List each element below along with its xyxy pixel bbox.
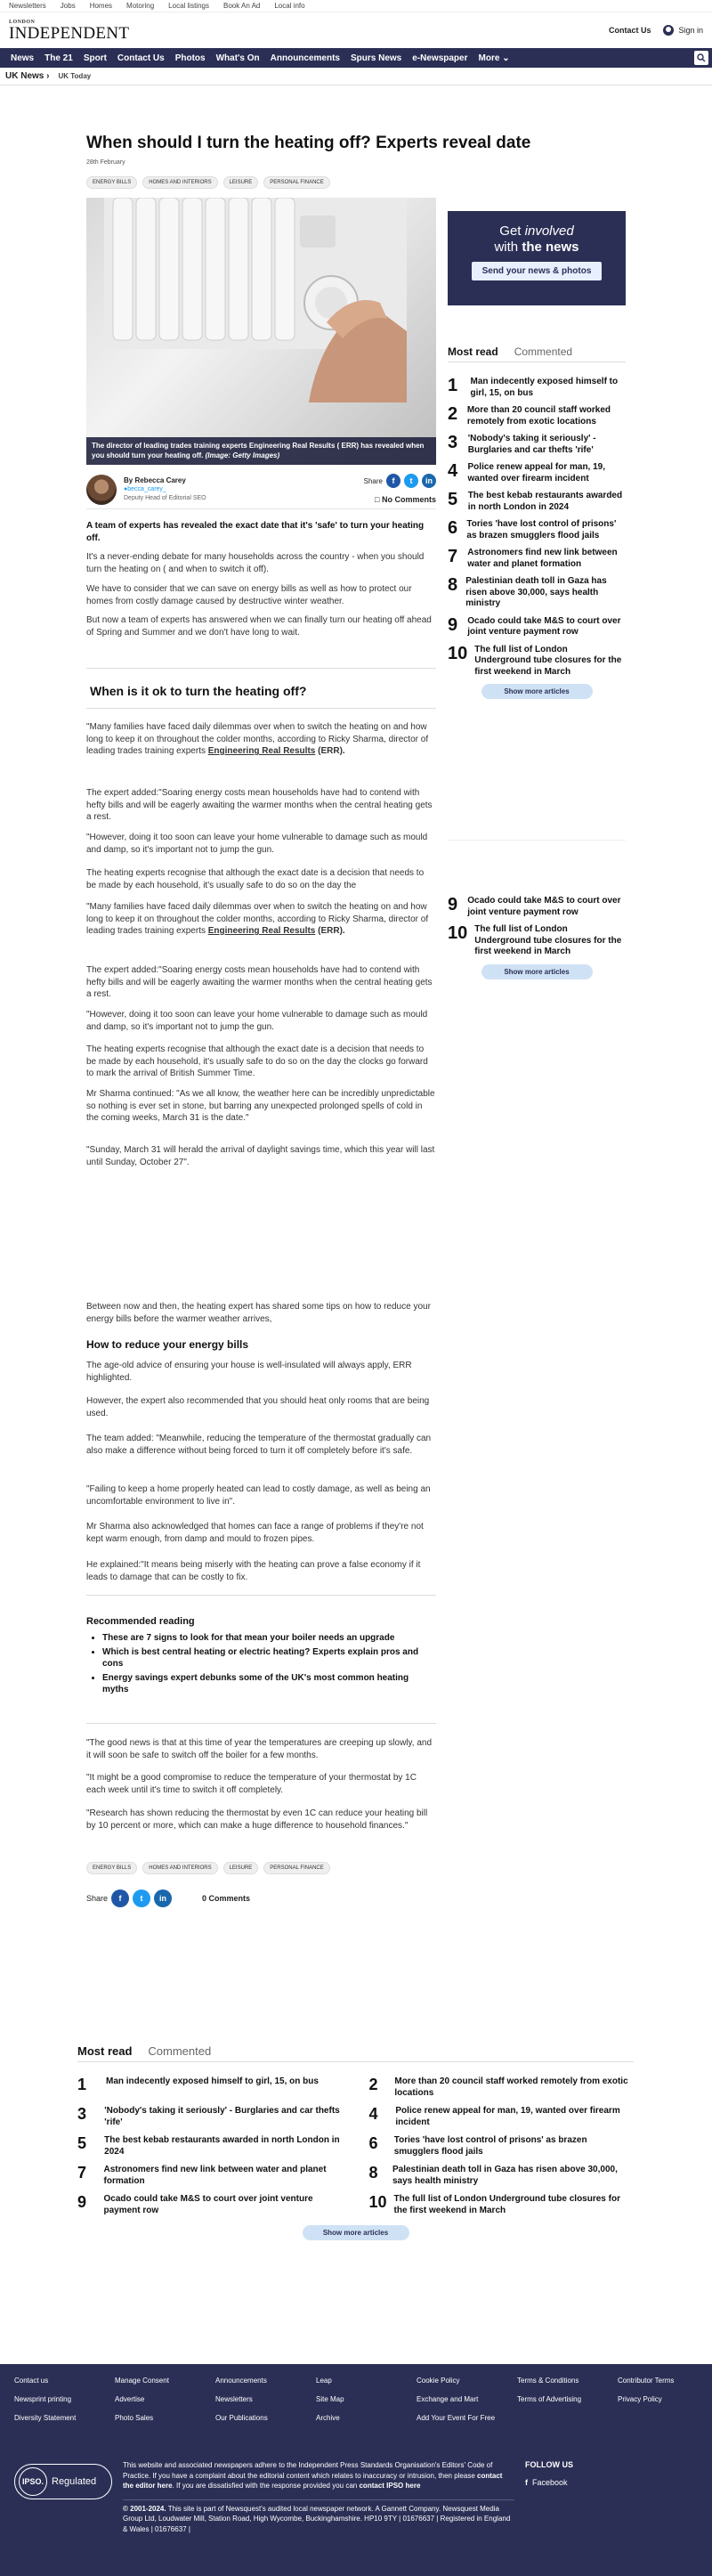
- copyright-text: [123, 2504, 514, 2535]
- quote-end: (ERR).: [315, 746, 345, 756]
- logo-line1: LONDON: [9, 19, 36, 25]
- util-link[interactable]: Newsletters: [9, 2, 46, 10]
- bottom-most-read: [77, 2044, 634, 2240]
- list-item[interactable]: [448, 924, 626, 958]
- footer-link[interactable]: Photo Sales: [115, 2414, 154, 2422]
- headline: Palestinian death toll in Gaza has risen above 30,000, says health ministry: [392, 2165, 618, 2186]
- list-item[interactable]: [77, 2076, 343, 2099]
- rank: 8: [448, 575, 458, 595]
- sidebox-the-news: the news: [522, 240, 579, 255]
- sign-in-link[interactable]: [663, 25, 703, 36]
- headline: Man indecently exposed himself to girl, 15, on bus: [106, 2076, 319, 2086]
- rank: 7: [77, 2164, 87, 2182]
- article-paragraph: It's a never-ending debate for many households across the country - when you should turn the heating on ( and when to switch it off).: [86, 552, 425, 574]
- article-paragraph: But now a team of experts has answered when we can finally turn our heating off ahead of Spring and Summer and we don't have long to wait.: [86, 615, 432, 638]
- err-link[interactable]: Engineering Real Results: [207, 746, 316, 756]
- util-link[interactable]: Book An Ad: [222, 2, 261, 10]
- tag[interactable]: LEISURE: [223, 1862, 259, 1874]
- footer-link[interactable]: Manage Consent: [115, 2377, 169, 2385]
- headline: Ocado could take M&S to court over joint venture payment row: [467, 896, 621, 917]
- headline: Tories 'have lost control of prisons' as brazen smugglers flood jails: [393, 2135, 587, 2157]
- copyright-body: This site is part of Newsquest's audited local newspaper network. A Gannett Company. Newsquest Media Group Ltd, Loudwater Mill, Station Road, High Wycombe, Buckinghamshire. HP10 9TY | 01676637 | Registered in England & Wales | 01676637 |: [123, 2504, 511, 2533]
- article-paragraph: Between now and then, the heating expert has shared some tips on how to reduce your energy bills before the warmer weather arrives,: [86, 1302, 431, 1324]
- list-item[interactable]: [77, 2165, 343, 2187]
- twitter-share-icon[interactable]: t: [404, 474, 418, 488]
- article-paragraph: The heating experts recognise that although the exact date is a decision that needs to be made by each household, it's usually safe to do so on the day the: [86, 868, 425, 890]
- list-item[interactable]: [369, 2194, 635, 2216]
- ipso-text-part: This website and associated newspapers adhere to the Independent Press Standards Organisation's Editors' Code of Practice. If you have a complaint about the editorial content which relates to inaccuracy or intrusion, then please: [123, 2461, 493, 2480]
- article-paragraph: "Failing to keep a home properly heated can lead to costly damage, as well as being an uncomfortable environment to live in".: [86, 1484, 431, 1507]
- facebook-icon[interactable]: f: [111, 1889, 129, 1907]
- list-item[interactable]: [448, 491, 626, 513]
- recommended-reading: [86, 1616, 436, 1696]
- article-paragraph: The expert added:"Soaring energy costs mean households have had to contend with hefty bills and will be eagerly awaiting the warmer months when the central heating gets a rest.: [86, 788, 433, 822]
- list-item[interactable]: [448, 576, 626, 610]
- copyright-year: © 2001-2024.: [123, 2504, 166, 2513]
- chevron-down-icon: ⌄: [502, 53, 510, 63]
- tag[interactable]: HOMES AND INTERIORS: [142, 176, 217, 189]
- rank: 2: [368, 2076, 378, 2093]
- tab-most-read[interactable]: Most read: [77, 2044, 133, 2058]
- tag[interactable]: PERSONAL FINANCE: [263, 176, 329, 189]
- footer-link[interactable]: Archive: [316, 2414, 340, 2422]
- article-paragraph: The team added: "Meanwhile, reducing the temperature of the thermostat gradually can also make a difference without being forced to turn it off completely before it's safe.: [86, 1434, 432, 1456]
- hero-caption: [86, 437, 436, 465]
- quote-end: (ERR).: [315, 926, 345, 936]
- section-heading: How to reduce your energy bills: [86, 1338, 249, 1351]
- footer-link[interactable]: Advertise: [115, 2395, 145, 2403]
- list-item[interactable]: [369, 2165, 635, 2187]
- article-paragraph: [86, 721, 436, 758]
- headline: 'Nobody's taking it seriously' - Burglaries and car thefts 'rife': [104, 2106, 340, 2127]
- twitter-icon: ●: [124, 486, 128, 493]
- rank: 10: [448, 923, 468, 943]
- main-nav: [0, 48, 712, 68]
- user-icon: [663, 25, 674, 36]
- nav-item[interactable]: Sport: [83, 53, 107, 63]
- rank: 1: [448, 376, 458, 395]
- tag[interactable]: HOMES AND INTERIORS: [142, 1862, 217, 1874]
- headline: More than 20 council staff worked remotely from exotic locations: [466, 405, 611, 427]
- author-twitter-handle: becca_carey_: [127, 486, 166, 493]
- twitter-share-icon[interactable]: t: [133, 1889, 150, 1907]
- err-link[interactable]: Engineering Real Results: [207, 926, 316, 936]
- recommended-title: Recommended reading: [86, 1616, 195, 1627]
- sign-in-label: Sign in: [678, 26, 703, 35]
- sidebox-with: with: [494, 240, 519, 255]
- nav-more[interactable]: [473, 53, 515, 63]
- nav-more-label: More: [478, 53, 500, 63]
- article-paragraph: He explained:"It means being miserly with the heating can prove a false economy if it leads to damage that can be costly to fix.: [86, 1560, 421, 1582]
- brand-actions: [609, 25, 703, 36]
- rank: 6: [448, 518, 458, 538]
- article-paragraph: "It might be a good compromise to reduce the temperature of your thermostat by 1C each week until it's time to switch it off completely.: [86, 1773, 417, 1795]
- article-paragraph: The heating experts recognise that although the exact date is a decision that needs to be made by each household, it's usually safe to do so on the day the clocks go forward to mark the arrival of British Summer Time.: [86, 1044, 428, 1078]
- article-paragraph: Mr Sharma also acknowledged that homes can face a range of problems if they're not kept warm enough, from damp and mould to frozen pipes.: [86, 1522, 424, 1544]
- tag[interactable]: PERSONAL FINANCE: [263, 1862, 329, 1874]
- recommended-link[interactable]: • Which is best central heating or electric heating? Experts explain pros and cons: [102, 1646, 436, 1670]
- contact-editor-link[interactable]: contact the editor here: [123, 2471, 503, 2491]
- rank: 5: [77, 2134, 87, 2152]
- article-paragraph: We have to consider that we can save on energy bills as well as how to protect our homes from costly damage caused by destructive winter weather.: [86, 584, 412, 606]
- caption-text: The director of leading trades training experts Engineering Real Results ( ERR) has revealed when you should turn your heating off.: [92, 442, 425, 459]
- show-more-button[interactable]: Show more articles: [481, 684, 593, 699]
- recommended-link[interactable]: • Energy savings expert debunks some of the UK's most common heating myths: [102, 1672, 436, 1696]
- footer-link[interactable]: Diversity Statement: [14, 2414, 77, 2422]
- facebook-label: Facebook: [532, 2478, 568, 2487]
- bottom-most-read-tabs: [77, 2044, 634, 2062]
- logo-line2: INDEPENDENT: [9, 23, 130, 43]
- list-item[interactable]: [77, 2106, 343, 2128]
- ipso-text: [123, 2460, 514, 2491]
- most-read-list-duplicate: [448, 896, 626, 979]
- headline: Tories 'have lost control of prisons' as brazen smugglers flood jails: [466, 519, 617, 540]
- bottom-most-read-grid: [77, 2076, 634, 2216]
- contact-us-link[interactable]: Contact Us: [608, 26, 651, 35]
- bottom-comments[interactable]: 0 Comments: [202, 1894, 251, 1903]
- util-link[interactable]: Jobs: [60, 2, 76, 10]
- utility-bar: [0, 0, 712, 12]
- nav-item[interactable]: What's On: [215, 53, 260, 63]
- article-lede: A team of experts has revealed the exact date that it's 'safe' to turn your heating off.: [86, 521, 425, 543]
- subnav-item[interactable]: UK Today: [58, 72, 92, 80]
- linkedin-icon[interactable]: in: [422, 474, 436, 488]
- tag[interactable]: ENERGY BILLS: [86, 1862, 137, 1874]
- comments-label: No Comments: [381, 495, 436, 504]
- share-bar: [364, 474, 436, 488]
- article-paragraph: "The good news is that at this time of year the temperatures are creeping up slowly, and it will soon be safe to switch off the boiler for a few months.: [86, 1738, 433, 1760]
- footer-link[interactable]: Add Your Event For Free: [417, 2414, 496, 2422]
- facebook-icon: f: [525, 2478, 528, 2487]
- nav-item[interactable]: Announcements: [270, 53, 340, 63]
- radiator-illustration: [104, 198, 407, 402]
- article-paragraph: [86, 901, 436, 938]
- rank: 9: [77, 2193, 87, 2211]
- list-item[interactable]: [448, 519, 626, 541]
- comments-count[interactable]: [375, 495, 436, 504]
- divider: [448, 840, 626, 841]
- rank: 6: [368, 2134, 378, 2152]
- headline: The best kebab restaurants awarded in north London in 2024: [467, 491, 623, 512]
- section-heading: When is it ok to turn the heating off?: [90, 684, 307, 698]
- show-more-button[interactable]: Show more articles: [303, 2225, 409, 2240]
- rank: 10: [448, 643, 468, 663]
- share-label: Share: [86, 1894, 109, 1903]
- most-read-tabs: [448, 345, 626, 362]
- headline: The full list of London Underground tube closures for the first weekend in March: [474, 644, 622, 677]
- list-item[interactable]: [448, 616, 626, 638]
- recommended-link[interactable]: • These are 7 signs to look for that mean your boiler needs an upgrade: [102, 1632, 436, 1645]
- rank: 8: [368, 2164, 378, 2182]
- footer-link[interactable]: Exchange and Mart: [417, 2395, 479, 2403]
- tab-commented[interactable]: Commented: [514, 345, 573, 358]
- ipso-logo: IPSO.: [19, 2467, 47, 2496]
- author-role: Deputy Head of Editorial SEO: [124, 494, 206, 501]
- article-paragraph: "However, doing it too soon can leave your home vulnerable to damage such as mould and damp, so it's important not to jump the gun.: [86, 1010, 428, 1032]
- search-button[interactable]: [694, 51, 708, 65]
- divider: [86, 1595, 436, 1596]
- tag[interactable]: LEISURE: [223, 176, 259, 189]
- share-label: Share: [363, 476, 383, 485]
- send-news-button[interactable]: Send your news & photos: [472, 262, 603, 280]
- ipso-text-part: . If you are dissatisfied with the response provided you can: [172, 2482, 360, 2491]
- list-item[interactable]: [448, 434, 626, 456]
- rank: 9: [448, 895, 458, 914]
- brand-bar: [0, 12, 712, 48]
- article-date: 28th February: [86, 159, 125, 166]
- follow-us: [525, 2460, 573, 2487]
- byline: [86, 470, 436, 509]
- rank: 4: [448, 461, 458, 481]
- ipso-badge[interactable]: [14, 2464, 112, 2499]
- subnav-section-label: UK News: [5, 71, 44, 81]
- headline: Man indecently exposed himself to girl, 15, on bus: [470, 377, 619, 398]
- show-more-button[interactable]: Show more articles: [481, 964, 593, 979]
- article-paragraph: The age-old advice of ensuring your house is well-insulated will always apply, ERR highlighted.: [86, 1361, 412, 1383]
- list-item[interactable]: [369, 2135, 635, 2158]
- footer-link[interactable]: Leap: [316, 2377, 332, 2385]
- headline: The full list of London Underground tube closures for the first weekend in March: [474, 924, 622, 956]
- author-twitter[interactable]: [124, 485, 206, 493]
- util-link[interactable]: Local listings: [168, 2, 209, 10]
- footer-link[interactable]: Newsprint printing: [14, 2395, 72, 2403]
- quote-text: "Many families have faced daily dilemmas over when to switch the heating on and how long to keep it on throughout the colder months, according to Ricky Sharma, director of leading trades training experts: [86, 902, 429, 936]
- avatar[interactable]: [86, 475, 117, 505]
- bottom-share-bar: [86, 1889, 436, 1907]
- headline: Police renew appeal for man, 19, wanted over firearm incident: [395, 2106, 620, 2127]
- nav-item[interactable]: The 21: [44, 53, 73, 63]
- divider: [86, 668, 436, 669]
- list-item[interactable]: [448, 462, 626, 484]
- article-paragraph: The expert added:"Soaring energy costs mean households have had to contend with hefty bills and will be eagerly awaiting the warmer months when the central heating gets a rest.: [86, 965, 433, 999]
- footer-link[interactable]: Privacy Policy: [618, 2395, 662, 2403]
- headline: 'Nobody's taking it seriously' - Burglaries and car thefts 'rife': [467, 434, 596, 455]
- util-link[interactable]: Motoring: [126, 2, 155, 10]
- rank: 5: [448, 490, 458, 509]
- caption-credit: (Image: Getty Images): [205, 451, 280, 459]
- most-read-list: [448, 377, 626, 699]
- divider: [86, 708, 436, 709]
- sidebox-involved: involved: [524, 223, 574, 239]
- rank: 7: [448, 547, 458, 566]
- footer: [0, 2364, 712, 2576]
- list-item[interactable]: [448, 548, 626, 570]
- tag[interactable]: ENERGY BILLS: [86, 176, 137, 189]
- headline: The full list of London Underground tube closures for the first weekend in March: [393, 2194, 620, 2215]
- headline: Police renew appeal for man, 19, wanted over firearm incident: [467, 462, 606, 484]
- article-title: When should I turn the heating off? Experts reveal date: [86, 134, 531, 152]
- list-item[interactable]: [448, 405, 626, 427]
- rank: 4: [368, 2105, 378, 2123]
- search-icon: [697, 53, 706, 62]
- tab-most-read[interactable]: Most read: [448, 345, 498, 358]
- divider: [86, 1723, 436, 1724]
- hero-image: [86, 198, 436, 465]
- footer-link[interactable]: Our Publications: [215, 2414, 268, 2422]
- nav-item[interactable]: Spurs News: [351, 53, 402, 63]
- headline: The best kebab restaurants awarded in north London in 2024: [104, 2135, 340, 2157]
- article-paragraph: Mr Sharma continued: "As we all know, the weather here can be incredibly unpredictable so nothing is ever set in stone, but barring any unexpected prolonged spells of cold in the coming weeks, March 31 is the date.": [86, 1089, 435, 1123]
- footer-link[interactable]: Terms & Conditions: [517, 2377, 579, 2385]
- footer-link[interactable]: Contact us: [14, 2377, 49, 2385]
- sidebox-get: Get: [499, 223, 522, 239]
- article-paragraph: However, the expert also recommended that you should heat only rooms that are being used.: [86, 1396, 430, 1418]
- footer-link[interactable]: Cookie Policy: [417, 2377, 460, 2385]
- author-info: [124, 476, 206, 503]
- headline: Palestinian death toll in Gaza has risen above 30,000, says health ministry: [465, 576, 607, 608]
- rank: 2: [448, 404, 458, 424]
- headline: Ocado could take M&S to court over joint venture payment row: [467, 615, 621, 637]
- footer-link[interactable]: Site Map: [316, 2395, 344, 2403]
- article-paragraph: "However, doing it too soon can leave your home vulnerable to damage such as mould and damp, so it's important not to jump the gun.: [86, 833, 428, 855]
- rank: 1: [77, 2076, 87, 2093]
- article-paragraph: "Sunday, March 31 will herald the arrival of daylight savings time, which this year will last until Sunday, October 27".: [86, 1145, 435, 1167]
- footer-facebook-link[interactable]: [525, 2478, 573, 2487]
- site-logo[interactable]: [9, 20, 129, 42]
- list-item[interactable]: [77, 2135, 343, 2158]
- ipso-regulated: Regulated: [52, 2476, 97, 2487]
- get-involved-line1: [448, 223, 626, 240]
- comment-icon: □: [375, 495, 380, 504]
- nav-item[interactable]: e-Newspaper: [412, 53, 468, 63]
- get-involved-line2: [448, 240, 626, 255]
- list-item[interactable]: [369, 2076, 635, 2099]
- headline: Astronomers find new link between water and planet formation: [103, 2165, 327, 2186]
- list-item[interactable]: [369, 2106, 635, 2128]
- footer-link[interactable]: Announcements: [215, 2377, 267, 2385]
- linkedin-icon[interactable]: in: [154, 1889, 172, 1907]
- tab-commented[interactable]: Commented: [148, 2044, 212, 2058]
- facebook-icon[interactable]: f: [386, 474, 400, 488]
- footer-link[interactable]: Newsletters: [215, 2395, 253, 2403]
- list-item[interactable]: [448, 377, 626, 399]
- footer-link[interactable]: Terms of Advertising: [517, 2395, 582, 2403]
- rank: 10: [368, 2193, 387, 2211]
- headline: Ocado could take M&S to court over joint venture payment row: [103, 2194, 313, 2215]
- rank: 3: [448, 433, 458, 452]
- footer-divider: [123, 2499, 514, 2500]
- util-link[interactable]: Local info: [274, 2, 305, 10]
- headline: Astronomers find new link between water and planet formation: [467, 548, 618, 569]
- follow-us-label: FOLLOW US: [525, 2460, 573, 2469]
- article-tags-top: [86, 176, 436, 189]
- footer-links: [14, 2377, 712, 2422]
- nav-item[interactable]: Contact Us: [117, 53, 165, 63]
- list-item[interactable]: [448, 896, 626, 918]
- author-name[interactable]: By Rebecca Carey: [124, 475, 186, 484]
- sub-nav: [0, 68, 712, 85]
- quote-text: "Many families have faced daily dilemmas over when to switch the heating on and how long to keep it on throughout the colder months, according to Ricky Sharma, director of leading trades training experts: [86, 722, 429, 756]
- nav-item[interactable]: News: [11, 53, 35, 63]
- util-link[interactable]: Homes: [89, 2, 113, 10]
- headline: More than 20 council staff worked remotely from exotic locations: [394, 2076, 628, 2098]
- footer-text: [123, 2460, 514, 2535]
- article-tags-bottom: [86, 1862, 436, 1874]
- rank: 9: [448, 614, 458, 635]
- rank: 3: [77, 2105, 87, 2123]
- nav-item[interactable]: Photos: [174, 53, 206, 63]
- list-item[interactable]: [77, 2194, 343, 2216]
- subnav-section[interactable]: UK News ›: [5, 71, 50, 81]
- get-involved-box: [448, 211, 626, 305]
- list-item[interactable]: [448, 645, 626, 679]
- contact-ipso-link[interactable]: contact IPSO here: [359, 2482, 421, 2491]
- article-paragraph: "Research has shown reducing the thermostat by even 1C can reduce your heating bill by 10 percent or more, which can make a huge difference to household finances.": [86, 1808, 428, 1831]
- footer-link[interactable]: Contributor Terms: [618, 2377, 675, 2385]
